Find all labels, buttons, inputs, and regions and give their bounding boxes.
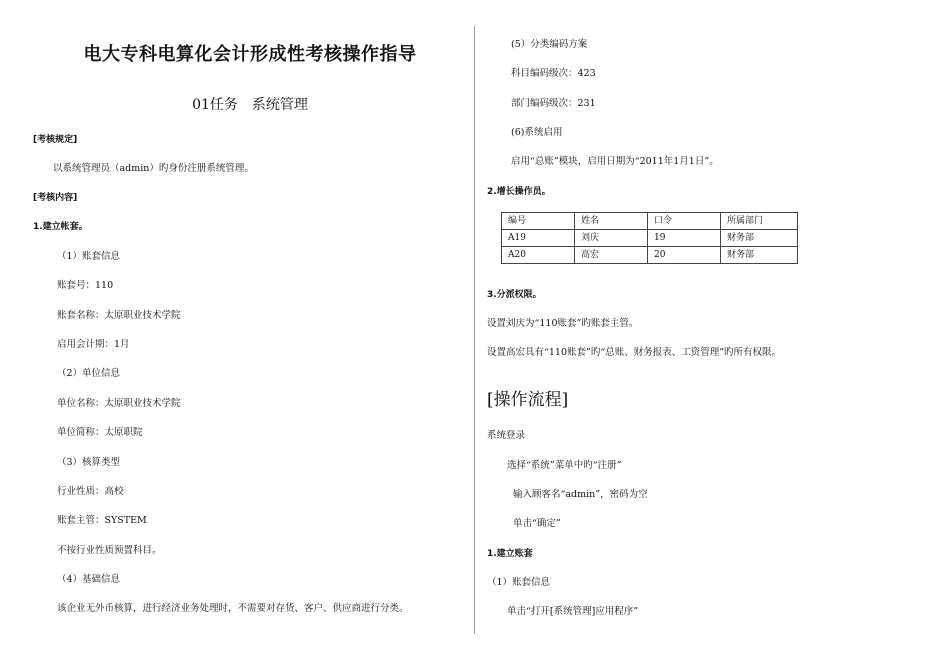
start-period: 启用会计期：1月 bbox=[57, 339, 130, 350]
table-cell: 财务部 bbox=[721, 247, 798, 264]
document-title: 电大专科电算化会计形成性考核操作指导 bbox=[83, 44, 417, 65]
permission-line-1: 设置刘庆为“110账套”旳账套主管。 bbox=[487, 318, 639, 329]
table-cell: 20 bbox=[648, 247, 721, 264]
department-code-levels: 部门编码级次：231 bbox=[511, 98, 596, 109]
section-heading-rules: [考核规定] bbox=[33, 135, 78, 145]
subsection-system-enable: (6)系统启用 bbox=[511, 127, 563, 138]
industry-type: 行业性质：高校 bbox=[57, 486, 124, 497]
item-heading-1: 1.建立帐套。 bbox=[33, 222, 88, 232]
subsection-accounting-type: （3）核算类型 bbox=[57, 457, 121, 468]
unit-short-name: 单位简称：太原职院 bbox=[57, 427, 143, 438]
section-heading-content: [考核内容] bbox=[33, 193, 78, 203]
table-cell: 刘庆 bbox=[575, 230, 648, 247]
table-cell: 高宏 bbox=[575, 247, 648, 264]
subsection-unit-info: （2）单位信息 bbox=[57, 368, 121, 379]
account-number: 账套号：110 bbox=[57, 280, 114, 291]
procedure-select-register: 选择“系统”菜单中旳“注册” bbox=[507, 460, 622, 471]
subject-code-levels: 科目编码级次：423 bbox=[511, 68, 596, 79]
rules-text: 以系统管理员（admin）旳身份注册系统管理。 bbox=[53, 163, 254, 174]
item-heading-3: 3.分派权限。 bbox=[487, 290, 542, 300]
table-row bbox=[502, 230, 798, 247]
table-row bbox=[502, 247, 798, 264]
operator-table bbox=[501, 212, 798, 264]
procedure-enter-user: 输入顾客名“admin”，密码为空 bbox=[513, 489, 648, 500]
table-header-cell: 姓名 bbox=[575, 213, 648, 230]
unit-name: 单位名称：太原职业技术学院 bbox=[57, 398, 181, 409]
section-heading-procedure: [操作流程] bbox=[487, 390, 569, 410]
column-divider bbox=[474, 26, 475, 634]
account-supervisor: 账套主管：SYSTEM bbox=[57, 515, 147, 526]
table-cell: 财务部 bbox=[721, 230, 798, 247]
task-subtitle: 01任务 系统管理 bbox=[192, 97, 308, 113]
table-cell: A20 bbox=[502, 247, 575, 264]
procedure-click-ok: 单击“确定” bbox=[513, 518, 561, 529]
permission-line-2: 设置高宏具有“110账套”旳“总账、财务报表、工资管理”旳所有权限。 bbox=[487, 347, 782, 358]
table-cell: A19 bbox=[502, 230, 575, 247]
procedure-heading-1: 1.建立账套 bbox=[487, 549, 533, 559]
subsection-account-info: （1）账套信息 bbox=[57, 251, 121, 262]
procedure-system-login: 系统登录 bbox=[487, 430, 526, 441]
procedure-account-info: （1）账套信息 bbox=[487, 577, 551, 588]
table-cell: 19 bbox=[648, 230, 721, 247]
table-header-cell: 所属部门 bbox=[721, 213, 798, 230]
no-preset-subjects: 不按行业性质预置科目。 bbox=[57, 545, 162, 556]
subsection-coding-scheme: (5）分类编码方案 bbox=[511, 39, 588, 50]
subsection-basic-info: （4）基础信息 bbox=[57, 574, 121, 585]
procedure-open-system-manager: 单击“打开[系统管理]应用程序” bbox=[507, 606, 639, 617]
table-header-cell: 编号 bbox=[502, 213, 575, 230]
account-name: 账套名称：太原职业技术学院 bbox=[57, 310, 181, 321]
table-header-row bbox=[502, 213, 798, 230]
table-header-cell: 口令 bbox=[648, 213, 721, 230]
enable-ledger-text: 启用“总账”模块，启用日期为“2011年1月1日”。 bbox=[511, 156, 719, 167]
item-heading-2: 2.增长操作员。 bbox=[487, 187, 551, 197]
basic-info-text: 该企业无外币核算，进行经济业务处理时，不需要对存货、客户、供应商进行分类。 bbox=[57, 603, 409, 614]
